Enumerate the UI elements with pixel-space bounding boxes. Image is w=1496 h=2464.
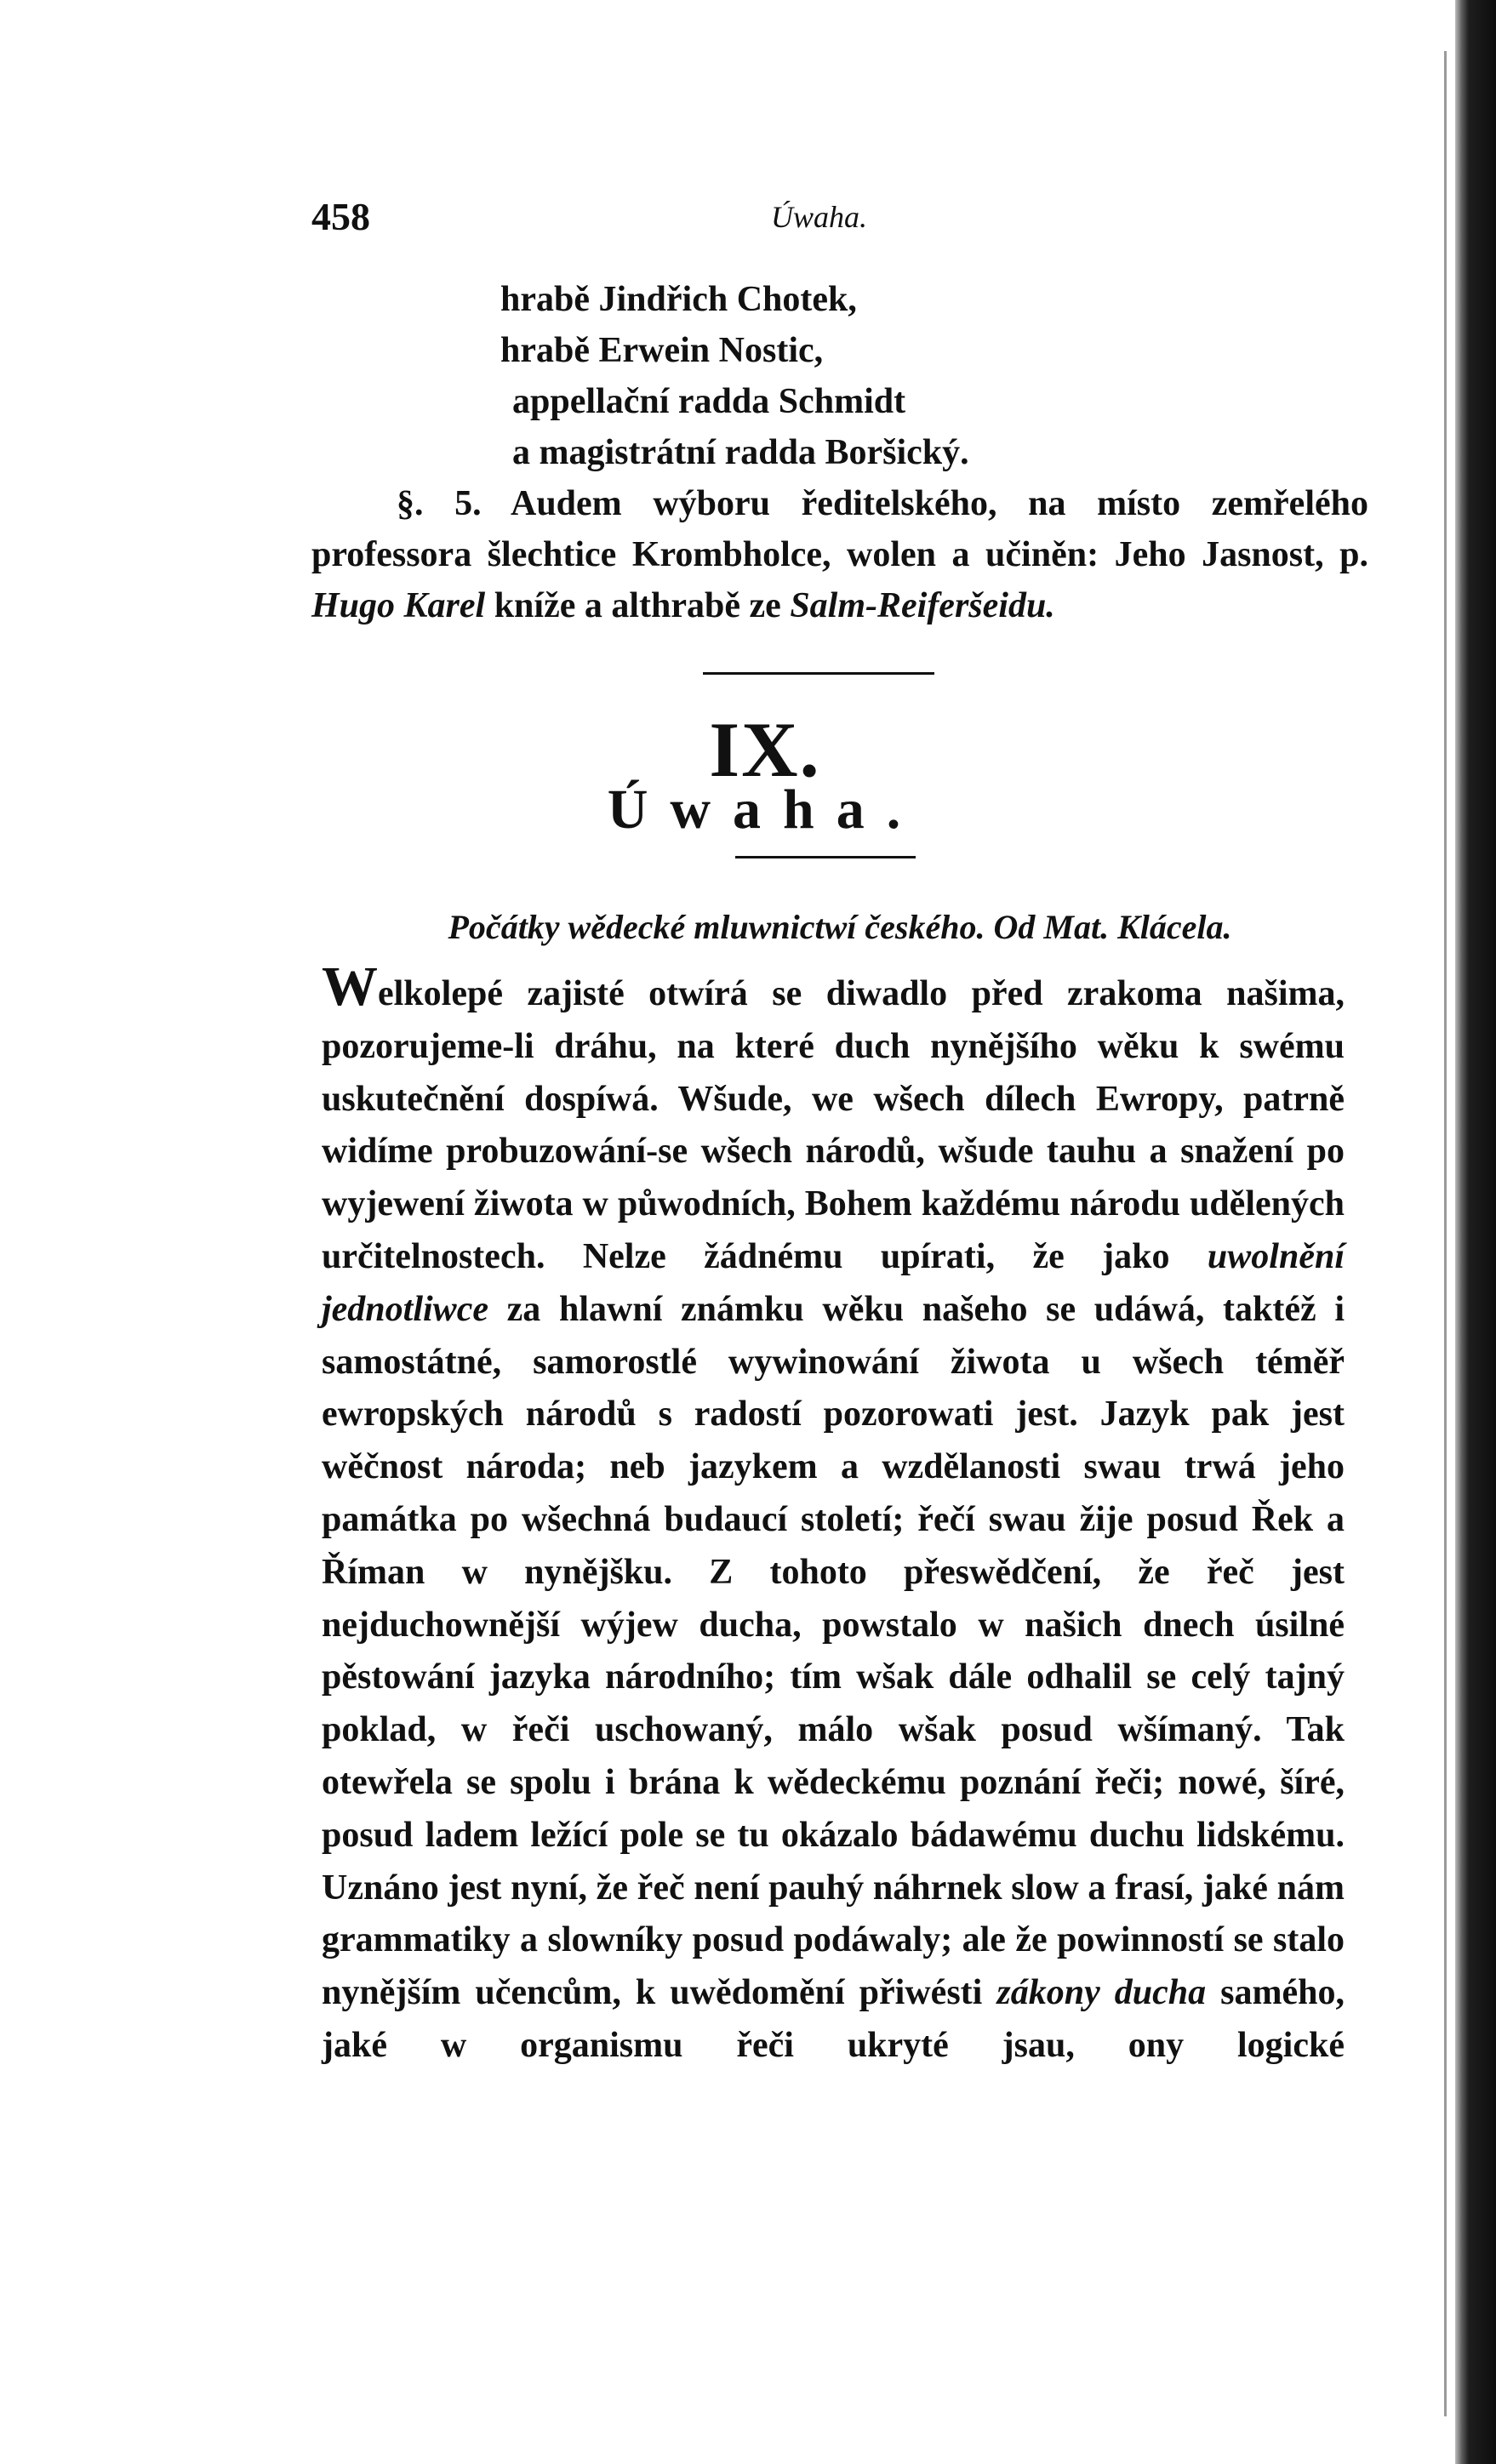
book-spine-edge (1455, 0, 1496, 2464)
body-paragraph (322, 955, 1345, 2073)
section-title: Úwaha. (607, 779, 923, 841)
italic-phrase: uwolnění jednotliwce (322, 1236, 1345, 1329)
section-divider-rule (703, 672, 934, 675)
name-list-item: hrabě Erwein Nostic, (500, 331, 824, 370)
name-list-item: appellační radda Schmidt (512, 382, 906, 421)
italic-phrase: zákony ducha (996, 1973, 1207, 2013)
title-underline-rule (735, 856, 916, 858)
section-number: IX. (709, 706, 821, 793)
running-head: Úwaha. (771, 200, 868, 234)
paragraph-text: kníže a althrabě ze (485, 586, 791, 625)
drop-capital: W (322, 955, 378, 1018)
name-list-item: a magistrátní radda Boršický. (512, 433, 969, 472)
italic-place: Salm-Reiferšeidu. (790, 586, 1055, 625)
page-edge-line (1444, 51, 1447, 2416)
paragraph-text: §. 5. Audem wýboru ředitelského, na místo zemřelého professora šlechtice Krombholce, wolen a učiněn: Jeho Jasnost, p. (311, 484, 1368, 574)
body-text-run: za hlawní známku wěku našeho se udáwá, taktéž i samostátné, samorostlé wywinowání žiwota u wšech téměř ewropských národů s radostí pozorowati jest. Jazyk pak jest wěčnost národa; neb jazykem a wzdělanosti swau trwá jeho památka po wšechná budaucí století; řečí swau žije posud Řek a Říman w nynějšku. Z tohoto přeswědčení, že řeč jest nejduchownější wýjew ducha, powstalo w našich dnech úsilné pěstowání jazyka národního; tím wšak dále odhalil se celý tajný poklad, w řeči uschowaný, málo wšak posud wšímaný. Tak otewřela se spolu i brána k wědeckému poznání řeči; nowé, šíré, posud ladem ležící pole se tu okázalo bádawému duchu lidskému. Uznáno jest nyní, že řeč není pauhý náhrnek slow a frasí, jaké nám grammatiky a slowníky posud podáwaly; ale že powinností se stalo nynějším učencům, k uwědomění přiwésti (322, 1289, 1345, 2013)
page-number: 458 (311, 195, 370, 238)
section-5-paragraph (311, 478, 1368, 631)
article-subtitle: Počátky wědecké mluwnictwí českého. Od Mat. Klácela. (448, 908, 1232, 946)
name-list-item: hrabě Jindřich Chotek, (500, 280, 857, 319)
continued-text-block (311, 274, 1368, 631)
body-text-run: elkolepé zajisté otwírá se diwadlo před zrakoma našima, pozorujeme-li dráhu, na které duch nynějšího wěku k swému uskutečnění dospíwá. Wšude, we wšech dílech Ewropy, patrně widíme probuzowání-se wšech národů, wšude tauhu a snažení po wyjewení žiwota w půwodních, Bohem každému národu udělených určitelnostech. Nelze žádnému upírati, že jako (322, 974, 1345, 1276)
italic-name: Hugo Karel (311, 586, 486, 625)
page-header (311, 194, 1368, 245)
body-text-run: samého, jaké w organismu řeči ukryté jsau, ony logické (322, 1973, 1345, 2065)
